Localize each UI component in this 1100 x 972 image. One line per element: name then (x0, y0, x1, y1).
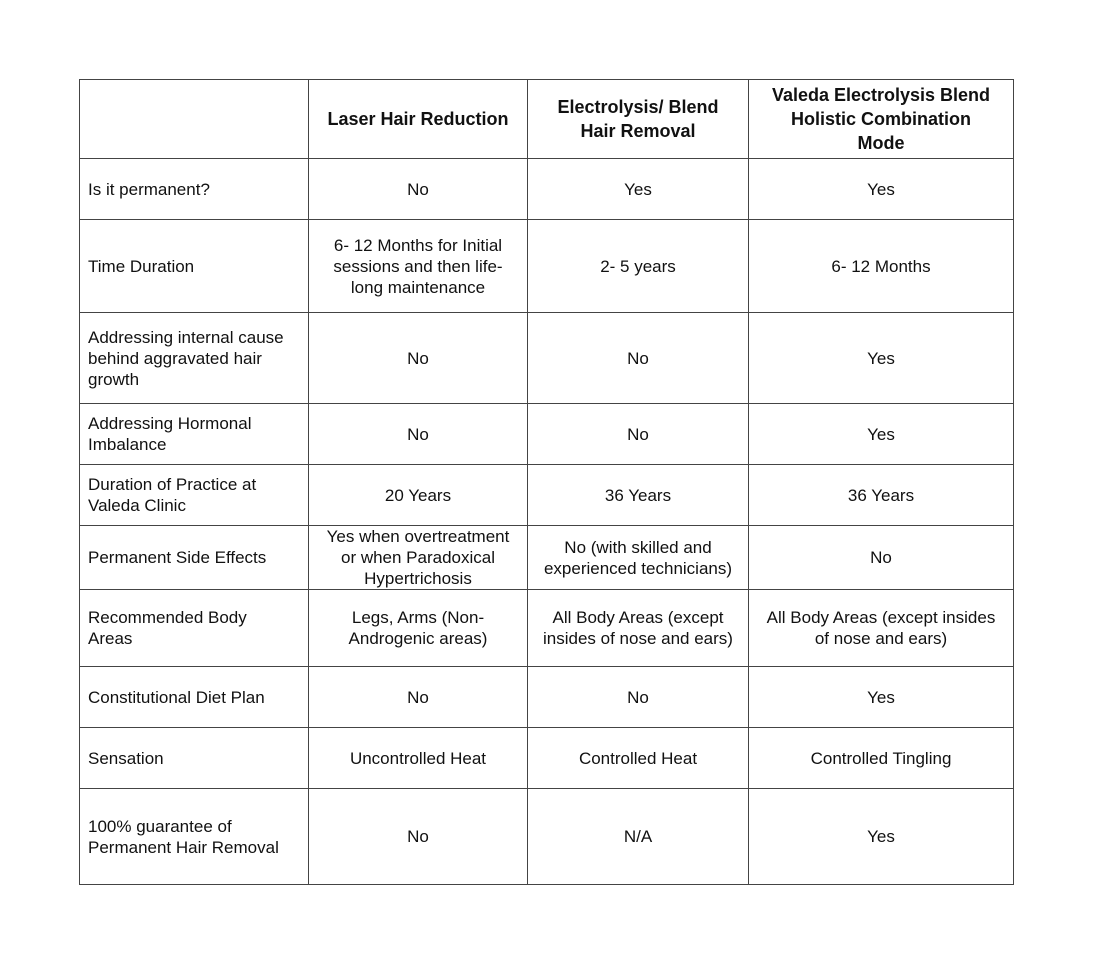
row-label: Addressing internal cause behind aggravated hair growth (80, 313, 309, 404)
cell-valeda: Controlled Tingling (749, 728, 1014, 789)
cell-laser: No (309, 667, 528, 728)
cell-laser: Uncontrolled Heat (309, 728, 528, 789)
table-row (80, 404, 1014, 465)
row-label: Is it permanent? (80, 159, 309, 220)
cell-electrolysis: No (with skilled and experienced technicians) (528, 526, 749, 590)
cell-electrolysis: No (528, 667, 749, 728)
cell-electrolysis: No (528, 404, 749, 465)
table-row (80, 159, 1014, 220)
cell-valeda: Yes (749, 313, 1014, 404)
row-label: Permanent Side Effects (80, 526, 309, 590)
header-cell-blank (80, 80, 309, 159)
row-label: Constitutional Diet Plan (80, 667, 309, 728)
comparison-table (79, 79, 1014, 885)
cell-laser: No (309, 313, 528, 404)
cell-valeda: 36 Years (749, 465, 1014, 526)
table-row (80, 465, 1014, 526)
header-row (80, 80, 1014, 159)
table-row (80, 728, 1014, 789)
table-row (80, 526, 1014, 590)
cell-electrolysis: 36 Years (528, 465, 749, 526)
cell-electrolysis: 2- 5 years (528, 220, 749, 313)
cell-electrolysis: No (528, 313, 749, 404)
cell-laser: Yes when overtreatment or when Paradoxical Hypertrichosis (309, 526, 528, 590)
cell-valeda: Yes (749, 159, 1014, 220)
table-row (80, 220, 1014, 313)
row-label: Addressing Hormonal Imbalance (80, 404, 309, 465)
table-row (80, 590, 1014, 667)
header-cell-electrolysis: Electrolysis/ Blend Hair Removal (528, 80, 749, 159)
cell-valeda: 6- 12 Months (749, 220, 1014, 313)
table-row (80, 667, 1014, 728)
cell-laser: No (309, 404, 528, 465)
header-cell-laser: Laser Hair Reduction (309, 80, 528, 159)
cell-laser: 20 Years (309, 465, 528, 526)
cell-valeda: Yes (749, 789, 1014, 885)
row-label: 100% guarantee of Permanent Hair Removal (80, 789, 309, 885)
cell-laser: No (309, 789, 528, 885)
row-label: Time Duration (80, 220, 309, 313)
cell-electrolysis: Yes (528, 159, 749, 220)
header-cell-valeda: Valeda Electrolysis Blend Holistic Combination Mode (749, 80, 1014, 159)
cell-electrolysis: All Body Areas (except insides of nose and ears) (528, 590, 749, 667)
cell-valeda: All Body Areas (except insides of nose and ears) (749, 590, 1014, 667)
cell-valeda: No (749, 526, 1014, 590)
row-label: Recommended Body Areas (80, 590, 309, 667)
cell-laser: No (309, 159, 528, 220)
cell-laser: 6- 12 Months for Initial sessions and then life- long maintenance (309, 220, 528, 313)
cell-electrolysis: Controlled Heat (528, 728, 749, 789)
cell-laser: Legs, Arms (Non- Androgenic areas) (309, 590, 528, 667)
table-row (80, 313, 1014, 404)
cell-electrolysis: N/A (528, 789, 749, 885)
cell-valeda: Yes (749, 667, 1014, 728)
cell-valeda: Yes (749, 404, 1014, 465)
row-label: Sensation (80, 728, 309, 789)
row-label: Duration of Practice at Valeda Clinic (80, 465, 309, 526)
table-row (80, 789, 1014, 885)
